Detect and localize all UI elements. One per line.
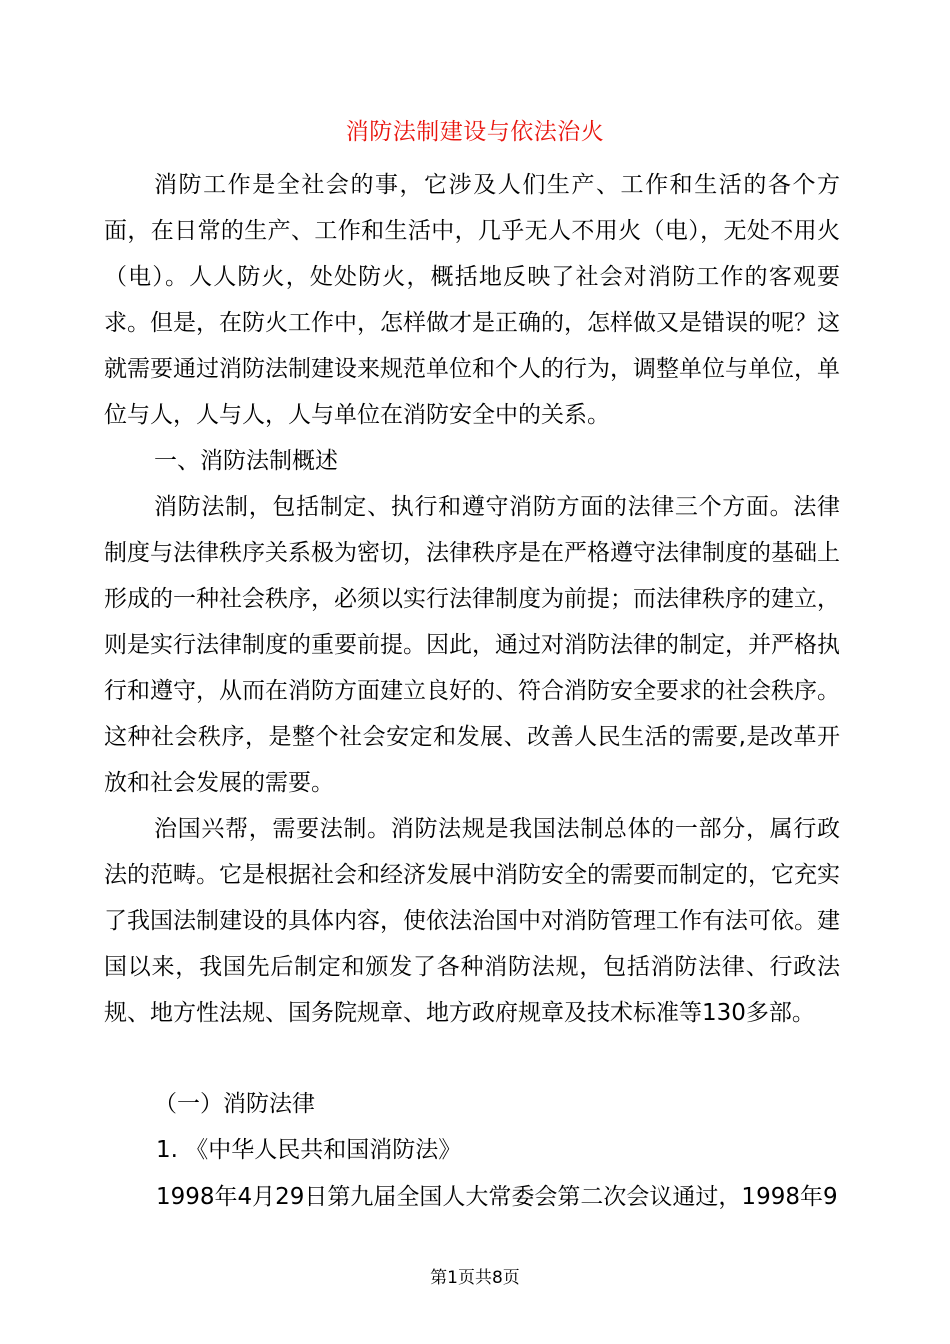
paragraph-legal-system: 消防法制，包括制定、执行和遵守消防方面的法律三个方面。法律制度与法律秩序关系极为密切，法律秩序是在严格遵守法律制度的基础上形成的一种社会秩序，必须以实行法律制度为前提；而法律秩序的建立，则是实行法律制度的重要前提。因此，通过对消防法律的制定，并严格执行和遵守，从而在消防方面建立良好的、符合消防安全要求的社会秩序。这种社会秩序，是整个社会安定和发展、改善人民生活的需要,是改革开放和社会发展的需要。: [104, 494, 840, 796]
subsection-heading-fire-law: （一）消防法律: [154, 1091, 315, 1117]
paragraph-law-adoption: 1998年4月29日第九届全国人大常委会第二次会议通过，1998年9: [156, 1184, 838, 1210]
paragraph-regulations: 治国兴帮，需要法制。消防法规是我国法制总体的一部分，属行政法的范畴。它是根据社会和经济发展中消防安全的需要而制定的，它充实了我国法制建设的具体内容，使依法治国中对消防管理工作有法可依。建国以来，我国先后制定和颁发了各种消防法规，包括消防法律、行政法规、地方性法规、国务院规章、地方政府规章及技术标准等130多部。: [104, 816, 840, 1026]
paragraph-intro: 消防工作是全社会的事，它涉及人们生产、工作和生活的各个方面，在日常的生产、工作和生活中，几乎无人不用火（电），无处不用火（电）。人人防火，处处防火，概括地反映了社会对消防工作的客观要求。但是，在防火工作中，怎样做才是正确的，怎样做又是错误的呢？这就需要通过消防法制建设来规范单位和个人的行为，调整单位与单位，单位与人，人与人，人与单位在消防安全中的关系。: [104, 172, 840, 428]
section-heading-overview: 一、消防法制概述: [154, 448, 338, 474]
page-number-footer: 第1页共8页: [430, 1268, 520, 1288]
document-title: 消防法制建设与依法治火: [345, 119, 605, 145]
item-heading-fire-protection-law: 1. 《中华人民共和国消防法》: [156, 1137, 462, 1163]
